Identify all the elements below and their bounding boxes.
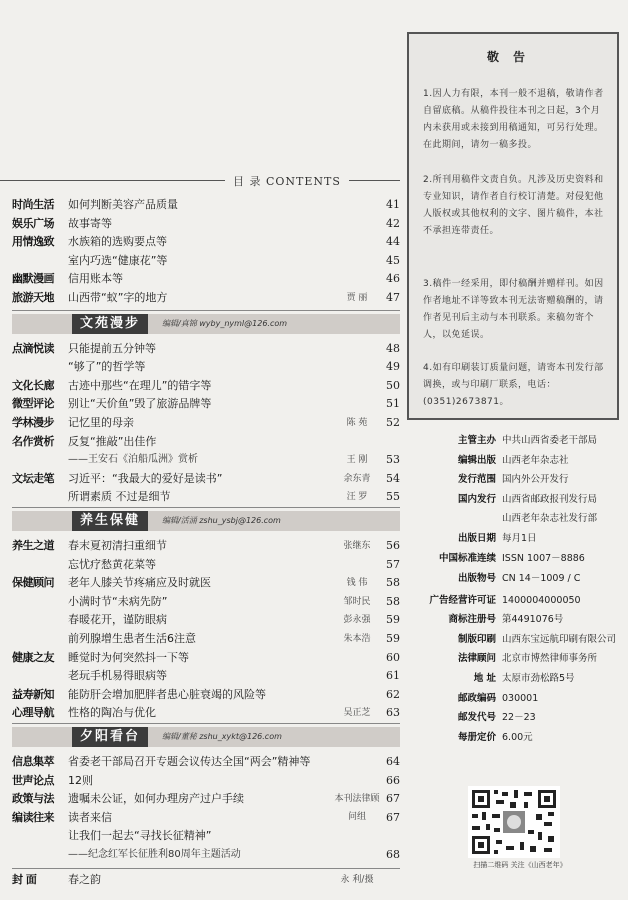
qr-caption: 扫描二维码 关注《山西老年》 [473, 861, 567, 869]
section-name: 夕阳看台 [72, 727, 148, 747]
toc-entry-category: 信息集萃 [12, 755, 54, 768]
info-label: 邮政编码 [457, 692, 496, 704]
info-value: ISSN 1007－8886 [502, 553, 585, 564]
info-row [410, 550, 622, 568]
toc-entry-page: 50 [386, 378, 400, 392]
info-label: 编辑出版 [457, 454, 496, 466]
info-value: 北京市博然律师事务所 [502, 653, 598, 665]
info-value: 6.00元 [502, 731, 533, 743]
info-value: 国内外公开发行 [502, 474, 569, 486]
toc-entry[interactable] [12, 871, 400, 889]
toc-entry[interactable] [12, 433, 400, 451]
toc-entry-page: 49 [386, 360, 400, 374]
toc-entry-category: 封 面 [12, 872, 37, 886]
info-value: 每月1日 [502, 533, 537, 544]
info-value: 中共山西省委老干部局 [502, 435, 598, 446]
section-name: 文苑漫步 [72, 314, 148, 334]
info-row [410, 432, 622, 450]
toc-entry-page: 64 [386, 755, 400, 768]
toc-entry-title: 只能提前五分钟等 [68, 341, 156, 355]
toc-entry-category: 用情逸致 [12, 235, 54, 249]
toc-entry[interactable] [12, 340, 400, 358]
toc-entry-title: 反复“推敲”出佳作 [68, 434, 157, 448]
toc-entry[interactable] [12, 556, 400, 574]
toc-entry-category: 旅游天地 [12, 291, 54, 304]
toc-entry-page: 55 [386, 490, 400, 504]
divider [12, 723, 400, 724]
info-label: 制版印刷 [457, 633, 496, 645]
toc-entry-page: 52 [386, 416, 400, 429]
info-row [410, 530, 622, 548]
toc-entry-title: ——王安石《泊船瓜洲》赏析 [68, 454, 198, 466]
toc-entry[interactable] [12, 611, 400, 629]
toc-entry[interactable] [12, 289, 400, 307]
toc-entry-page: 59 [386, 632, 400, 645]
toc-entry[interactable] [12, 593, 400, 611]
info-label: 出版日期 [457, 533, 496, 544]
toc-entry-page: 63 [386, 706, 400, 720]
toc-entry-page: 58 [386, 594, 400, 608]
toc-entry-title: 信用账本等 [68, 272, 123, 286]
section-band [12, 511, 400, 531]
toc-entry-title: 老玩手机易得眼病等 [68, 669, 167, 683]
toc-entry-page: 53 [386, 453, 400, 467]
toc-entry[interactable] [12, 470, 400, 488]
toc-entry-page: 48 [386, 341, 400, 355]
section-band [12, 314, 400, 334]
section-editor: 编辑/董秘 zshu_xykt@126.com [162, 732, 282, 741]
notice-paragraph-3: 3.稿件一经采用，即付稿酬并赠样刊。如因作者地址不详等致本刊无法寄赠稿酬的，请作者见刊后主动与本刊联系。来稿勿寄个人，以免延误。 [423, 279, 604, 340]
toc-entry-page: 54 [386, 471, 400, 485]
toc-entry-author: 余东青 [343, 473, 371, 484]
info-row [410, 709, 622, 727]
toc-entry[interactable] [12, 451, 400, 469]
toc-entry[interactable] [12, 233, 400, 251]
toc-entry-category: 时尚生活 [12, 198, 54, 211]
info-value: 1400004000050 [502, 594, 581, 606]
toc-entry-title: 遗嘱未公证，如何办理房产过户手续 [68, 792, 244, 806]
notice-paragraph-2: 2.所刊用稿件文责自负。凡涉及历史资料和专业知识，请作者自行校订清楚。对侵犯他人版权或其他权利的文字、图片稿件，本社不承担连带责任。 [423, 175, 604, 236]
toc-entry-title: “够了”的哲学等 [68, 360, 146, 374]
toc-entry[interactable] [12, 753, 400, 771]
info-value: 山西老年杂志社 [502, 454, 569, 466]
info-row [410, 670, 622, 688]
toc-entry-page: 61 [386, 669, 400, 683]
info-label: 出版物号 [457, 572, 496, 584]
toc-entry-page: 68 [386, 848, 400, 861]
toc-entry-title: 春暖花开，谨防眼病 [68, 613, 167, 627]
toc-entry-title: 12则 [68, 773, 93, 787]
toc-entry-title: 省委老干部局召开专题会议传达全国“两会”精神等 [68, 755, 311, 768]
toc-entry[interactable] [12, 488, 400, 506]
info-label: 每册定价 [457, 731, 496, 743]
toc-entry-title: 山西带“蚁”字的地方 [68, 291, 168, 304]
toc-entry-author: 陈 苑 [346, 418, 368, 428]
toc-entry-category: 幽默漫画 [12, 272, 54, 286]
qr-code-image [468, 786, 560, 858]
toc-entry-title: 前列腺增生患者生活6注意 [68, 632, 196, 645]
toc-entry-author: 王 刚 [346, 455, 368, 466]
toc-entry-category: 文化长廊 [12, 378, 54, 392]
toc-entry[interactable] [12, 414, 400, 432]
section-editor: 编辑/真锦 wyby_nyml@126.com [162, 318, 288, 328]
toc-entry-author: 吴正芝 [343, 708, 371, 719]
info-row [410, 690, 622, 708]
info-value: 030001 [502, 692, 539, 704]
toc-entry-page: 46 [386, 272, 400, 286]
toc-entry-category: 点滴悦读 [12, 341, 54, 355]
toc-entry[interactable] [12, 846, 400, 864]
toc-entry-title: 如何判断美容产品质量 [68, 198, 178, 211]
toc-entry-title: 习近平：“我最大的爱好是读书” [68, 471, 223, 485]
toc-entry-page: 60 [386, 650, 400, 664]
info-value: 第4491076号 [502, 614, 564, 626]
toc-entry[interactable] [12, 772, 400, 790]
toc-entry-author: 朱本浩 [343, 634, 371, 644]
info-row [410, 491, 622, 509]
toc-entry[interactable] [12, 358, 400, 376]
section-editor: 编辑/活涌 zshu_ysbj@126.com [162, 516, 281, 525]
toc-entry[interactable] [12, 630, 400, 648]
toc-entry[interactable] [12, 196, 400, 214]
toc-entry-title: 故事寄等 [68, 216, 112, 230]
toc-entry-page: 47 [386, 291, 400, 304]
toc-entry-author: 永 利/摄 [340, 874, 374, 885]
toc-entry-category: 健康之友 [12, 650, 54, 664]
toc-entry-title: 性格的陶冶与优化 [68, 706, 156, 720]
toc-entry-page: 62 [386, 687, 400, 701]
toc-entry[interactable] [12, 252, 400, 270]
toc-entry-category: 世声论点 [12, 773, 54, 787]
toc-entry-page: 45 [386, 253, 400, 267]
info-row [410, 570, 622, 588]
info-label: 商标注册号 [448, 614, 496, 626]
toc-entry-title: 所谓素质 不过是细节 [68, 490, 171, 504]
toc-entry-category: 名作赏析 [12, 434, 54, 448]
toc-entry-page: 57 [386, 557, 400, 571]
toc-entry-title: 古迹中那些“在理儿”的错字等 [68, 378, 212, 392]
info-value: 山西省邮政报刊发行局 [502, 493, 598, 505]
info-label: 发行范围 [457, 474, 496, 486]
info-row [410, 510, 622, 528]
toc-entry-title: 水族箱的选购要点等 [68, 235, 167, 249]
toc-entry-title: 小满时节“未病先防” [68, 594, 168, 608]
toc-entry-page: 58 [386, 576, 400, 590]
info-row [410, 650, 622, 668]
toc-entry-page: 51 [386, 397, 400, 411]
notice-heading: 敬告 [486, 50, 539, 64]
toc-entry[interactable] [12, 649, 400, 667]
info-label: 地 址 [473, 673, 496, 684]
info-label: 法律顾问 [457, 653, 496, 665]
toc-entry[interactable] [12, 667, 400, 685]
toc-entry[interactable] [12, 395, 400, 413]
toc-entry-author: 钱 伟 [346, 578, 368, 589]
notice-paragraph-4: 4.如有印刷装订质量问题，请寄本刊发行部调换，或与印刷厂联系，电话：(0351)2673871。 [423, 363, 604, 407]
toc-entry-page: 67 [386, 792, 400, 806]
toc-entry-category: 益寿新知 [12, 687, 54, 701]
toc-entry-page: 44 [386, 235, 400, 249]
info-row [410, 631, 622, 649]
toc-entry-author: 本刊法律顾问组 [334, 794, 380, 823]
toc-entry[interactable] [12, 270, 400, 288]
info-row [410, 611, 622, 629]
toc-entry[interactable] [12, 215, 400, 233]
info-label: 国内发行 [457, 493, 496, 505]
toc-entry-author: 汪 罗 [346, 492, 368, 503]
toc-entry[interactable] [12, 809, 400, 827]
toc-entry-title: 记忆里的母亲 [68, 416, 134, 429]
toc-entry-title: 让我们一起去“寻找长征精神” [68, 829, 212, 843]
toc-entry-category: 学林漫步 [12, 416, 54, 429]
toc-entry-category: 编读往来 [12, 810, 54, 824]
divider [12, 310, 400, 311]
toc-entry-title: 别让“天价鱼”毁了旅游品牌等 [68, 397, 212, 411]
info-row [410, 452, 622, 470]
toc-entry-page: 56 [386, 539, 400, 552]
info-label: 中国标准连续 [438, 553, 496, 564]
toc-entry-title: 忘忧疗愁黄花菜等 [68, 557, 156, 571]
toc-entry-category: 心理导航 [12, 706, 54, 720]
toc-entry-title: 老年人膝关节疼痛应及时就医 [68, 576, 211, 590]
info-value: 22－23 [502, 712, 536, 724]
info-row [410, 729, 622, 747]
toc-entry[interactable] [12, 704, 400, 722]
section-band [12, 727, 400, 747]
toc-entry-category: 政策与法 [12, 792, 54, 806]
info-row [410, 471, 622, 489]
toc-entry-title: 睡觉时为何突然抖一下等 [68, 650, 189, 664]
toc-entry-author: 邹时民 [343, 596, 371, 607]
toc-entry-title: 春末夏初清扫重细节 [68, 539, 167, 552]
toc-header [0, 168, 400, 194]
section-name: 养生保健 [72, 511, 148, 531]
toc-entry[interactable] [12, 377, 400, 395]
toc-title: 目 录 CONTENTS [225, 173, 349, 189]
info-label: 邮发代号 [457, 712, 496, 724]
toc-entry-page: 42 [386, 216, 400, 230]
toc-entry-title: ——纪念红军长征胜利80周年主题活动 [68, 849, 241, 860]
toc-entry[interactable] [12, 574, 400, 592]
toc-entry-page: 66 [386, 773, 400, 787]
notice-box [407, 32, 619, 420]
toc-entry-page: 67 [386, 810, 400, 824]
toc-entry-author: 彭永强 [343, 615, 371, 626]
info-value: 山西老年杂志社发行部 [502, 513, 598, 525]
toc-entry-title: 室内巧选“健康花”等 [68, 253, 168, 267]
toc-entry-page: 59 [386, 613, 400, 627]
toc-entry-category: 养生之道 [12, 539, 54, 552]
toc-entry-title: 能防肝会增加肥胖者患心脏衰竭的风险等 [68, 687, 266, 701]
info-label: 广告经营许可证 [429, 594, 496, 606]
toc-entry-title: 春之韵 [68, 872, 101, 886]
info-row [410, 592, 622, 610]
toc-entry-category: 微型评论 [12, 397, 54, 411]
toc-entry-category: 文坛走笔 [12, 471, 54, 485]
info-value: 山西东宝远航印刷有限公司 [502, 633, 617, 645]
info-value: CN 14－1009 / C [502, 572, 581, 584]
info-value: 太原市劲松路5号 [502, 673, 575, 684]
toc-entry-category: 娱乐广场 [12, 216, 54, 230]
toc-entry[interactable] [12, 827, 400, 845]
qr-code[interactable] [468, 786, 560, 858]
toc-entry-title: 读者来信 [68, 810, 112, 824]
info-label: 主管主办 [457, 435, 496, 446]
toc-entry[interactable] [12, 537, 400, 555]
toc-entry-author: 贾 丽 [346, 293, 368, 303]
toc-entry-page: 41 [386, 198, 400, 211]
toc-entry-author: 张继东 [343, 541, 371, 551]
toc-entry[interactable] [12, 686, 400, 704]
toc-entry-category: 保健顾问 [12, 576, 54, 590]
notice-paragraph-1: 1.因人力有限，本刊一般不退稿，敬请作者自留底稿。从稿件投往本刊之日起，3个月内未获用或未接到用稿通知，可另行处理。在此期间，请勿一稿多投。 [423, 89, 604, 150]
divider [12, 507, 400, 508]
divider [12, 868, 400, 869]
